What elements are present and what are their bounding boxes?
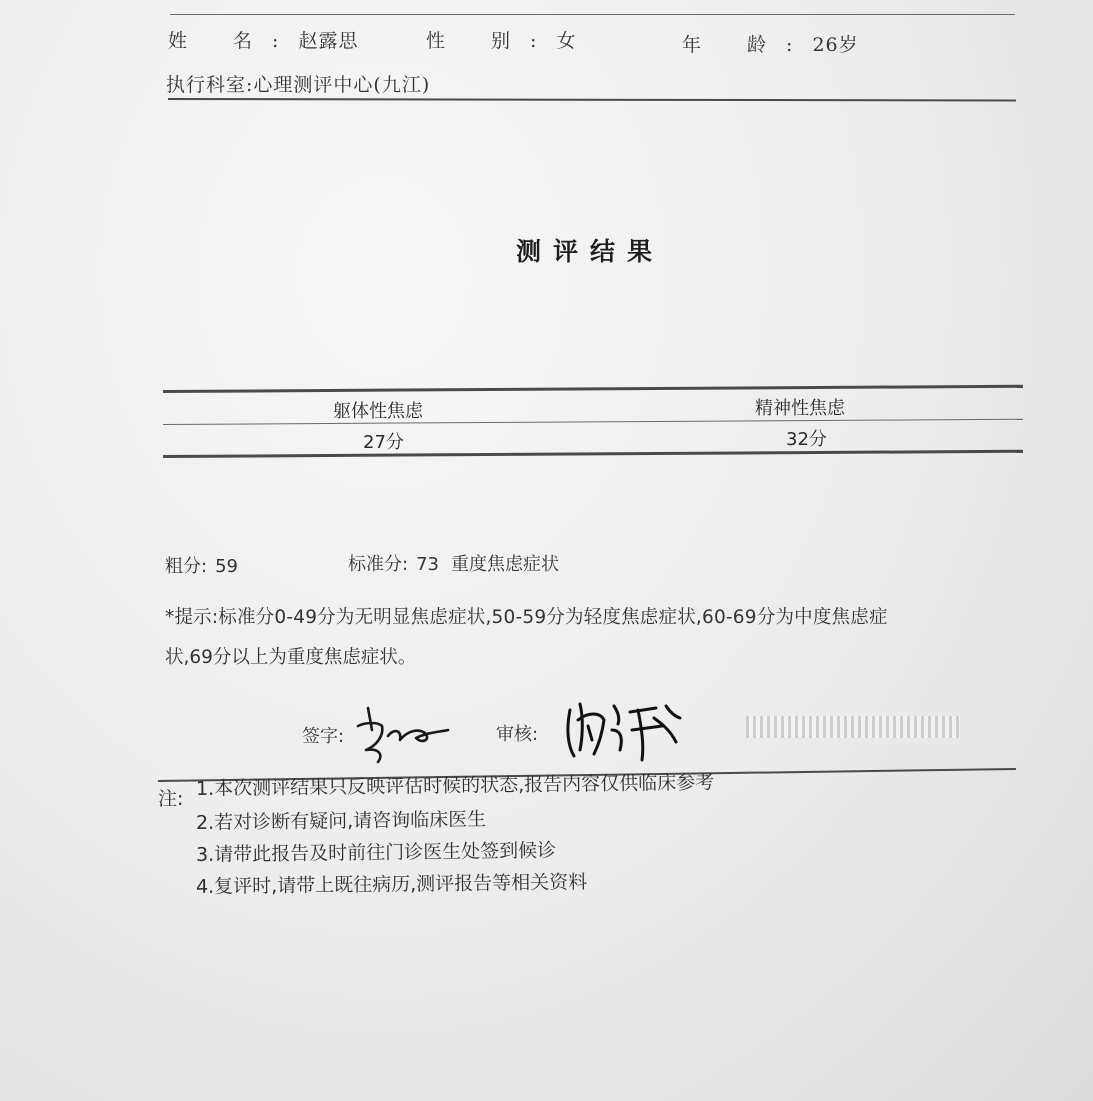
patient-age [682,30,859,57]
review-label: 审核: [496,724,539,745]
hint-line-1: *提示:标准分0-49分为无明显焦虑症状,50-59分为轻度焦虑症状,60-69分为中度焦虑症 [165,607,888,628]
patient-gender-label: 性 别: [426,30,557,52]
patient-name [168,26,358,53]
reviewer-handwriting [558,690,698,770]
assessment-result: 重度焦虑症状 [450,554,559,575]
patient-gender [426,26,576,53]
table-header-somatic: 躯体性焦虑 [333,401,423,422]
raw-score [165,552,238,578]
table-header-rule [163,419,1023,425]
table-header-psychic: 精神性焦虑 [755,398,845,419]
patient-age-value: 26岁 [812,34,859,56]
patient-name-label: 姓 名: [168,30,299,52]
header-bottom-rule [168,98,1016,101]
note-item-1: 1.本次测评结果只反映评估时候的状态,报告内容仅供临床参考 [195,771,715,800]
table-value-psychic: 32分 [786,429,827,450]
signature-label: 签字: [302,726,345,747]
patient-name-value: 赵露思 [298,30,359,52]
table-value-somatic: 27分 [363,432,404,453]
patient-gender-value: 女 [556,30,577,52]
note-item-3: 3.请带此报告及时前往门诊医生处签到候诊 [195,839,557,866]
standard-score-value: 73 [416,554,439,575]
hint-line-2: 状,69分以上为重度焦虑症状。 [165,647,417,668]
department-label: 执行科室: [166,74,254,96]
report-title: 测评结果 [516,237,665,266]
signature-handwriting [348,700,458,770]
standard-score-label: 标准分: [348,554,409,575]
department-value: 心理测评中心(九江) [253,74,431,96]
raw-score-value: 59 [215,556,238,577]
department [166,70,430,97]
note-item-4: 4.复评时,请带上既往病历,测评报告等相关资料 [195,871,588,898]
note-item-2: 2.若对诊断有疑问,请咨询临床医生 [195,808,487,834]
redacted-area [746,716,960,738]
standard-score [348,550,559,576]
patient-age-label: 年 龄: [682,34,813,56]
header-top-rule [170,14,1015,15]
table-bottom-rule [163,450,1023,458]
raw-score-label: 粗分: [165,556,208,577]
table-top-rule [163,385,1023,393]
note-prefix: 注: [158,788,184,810]
